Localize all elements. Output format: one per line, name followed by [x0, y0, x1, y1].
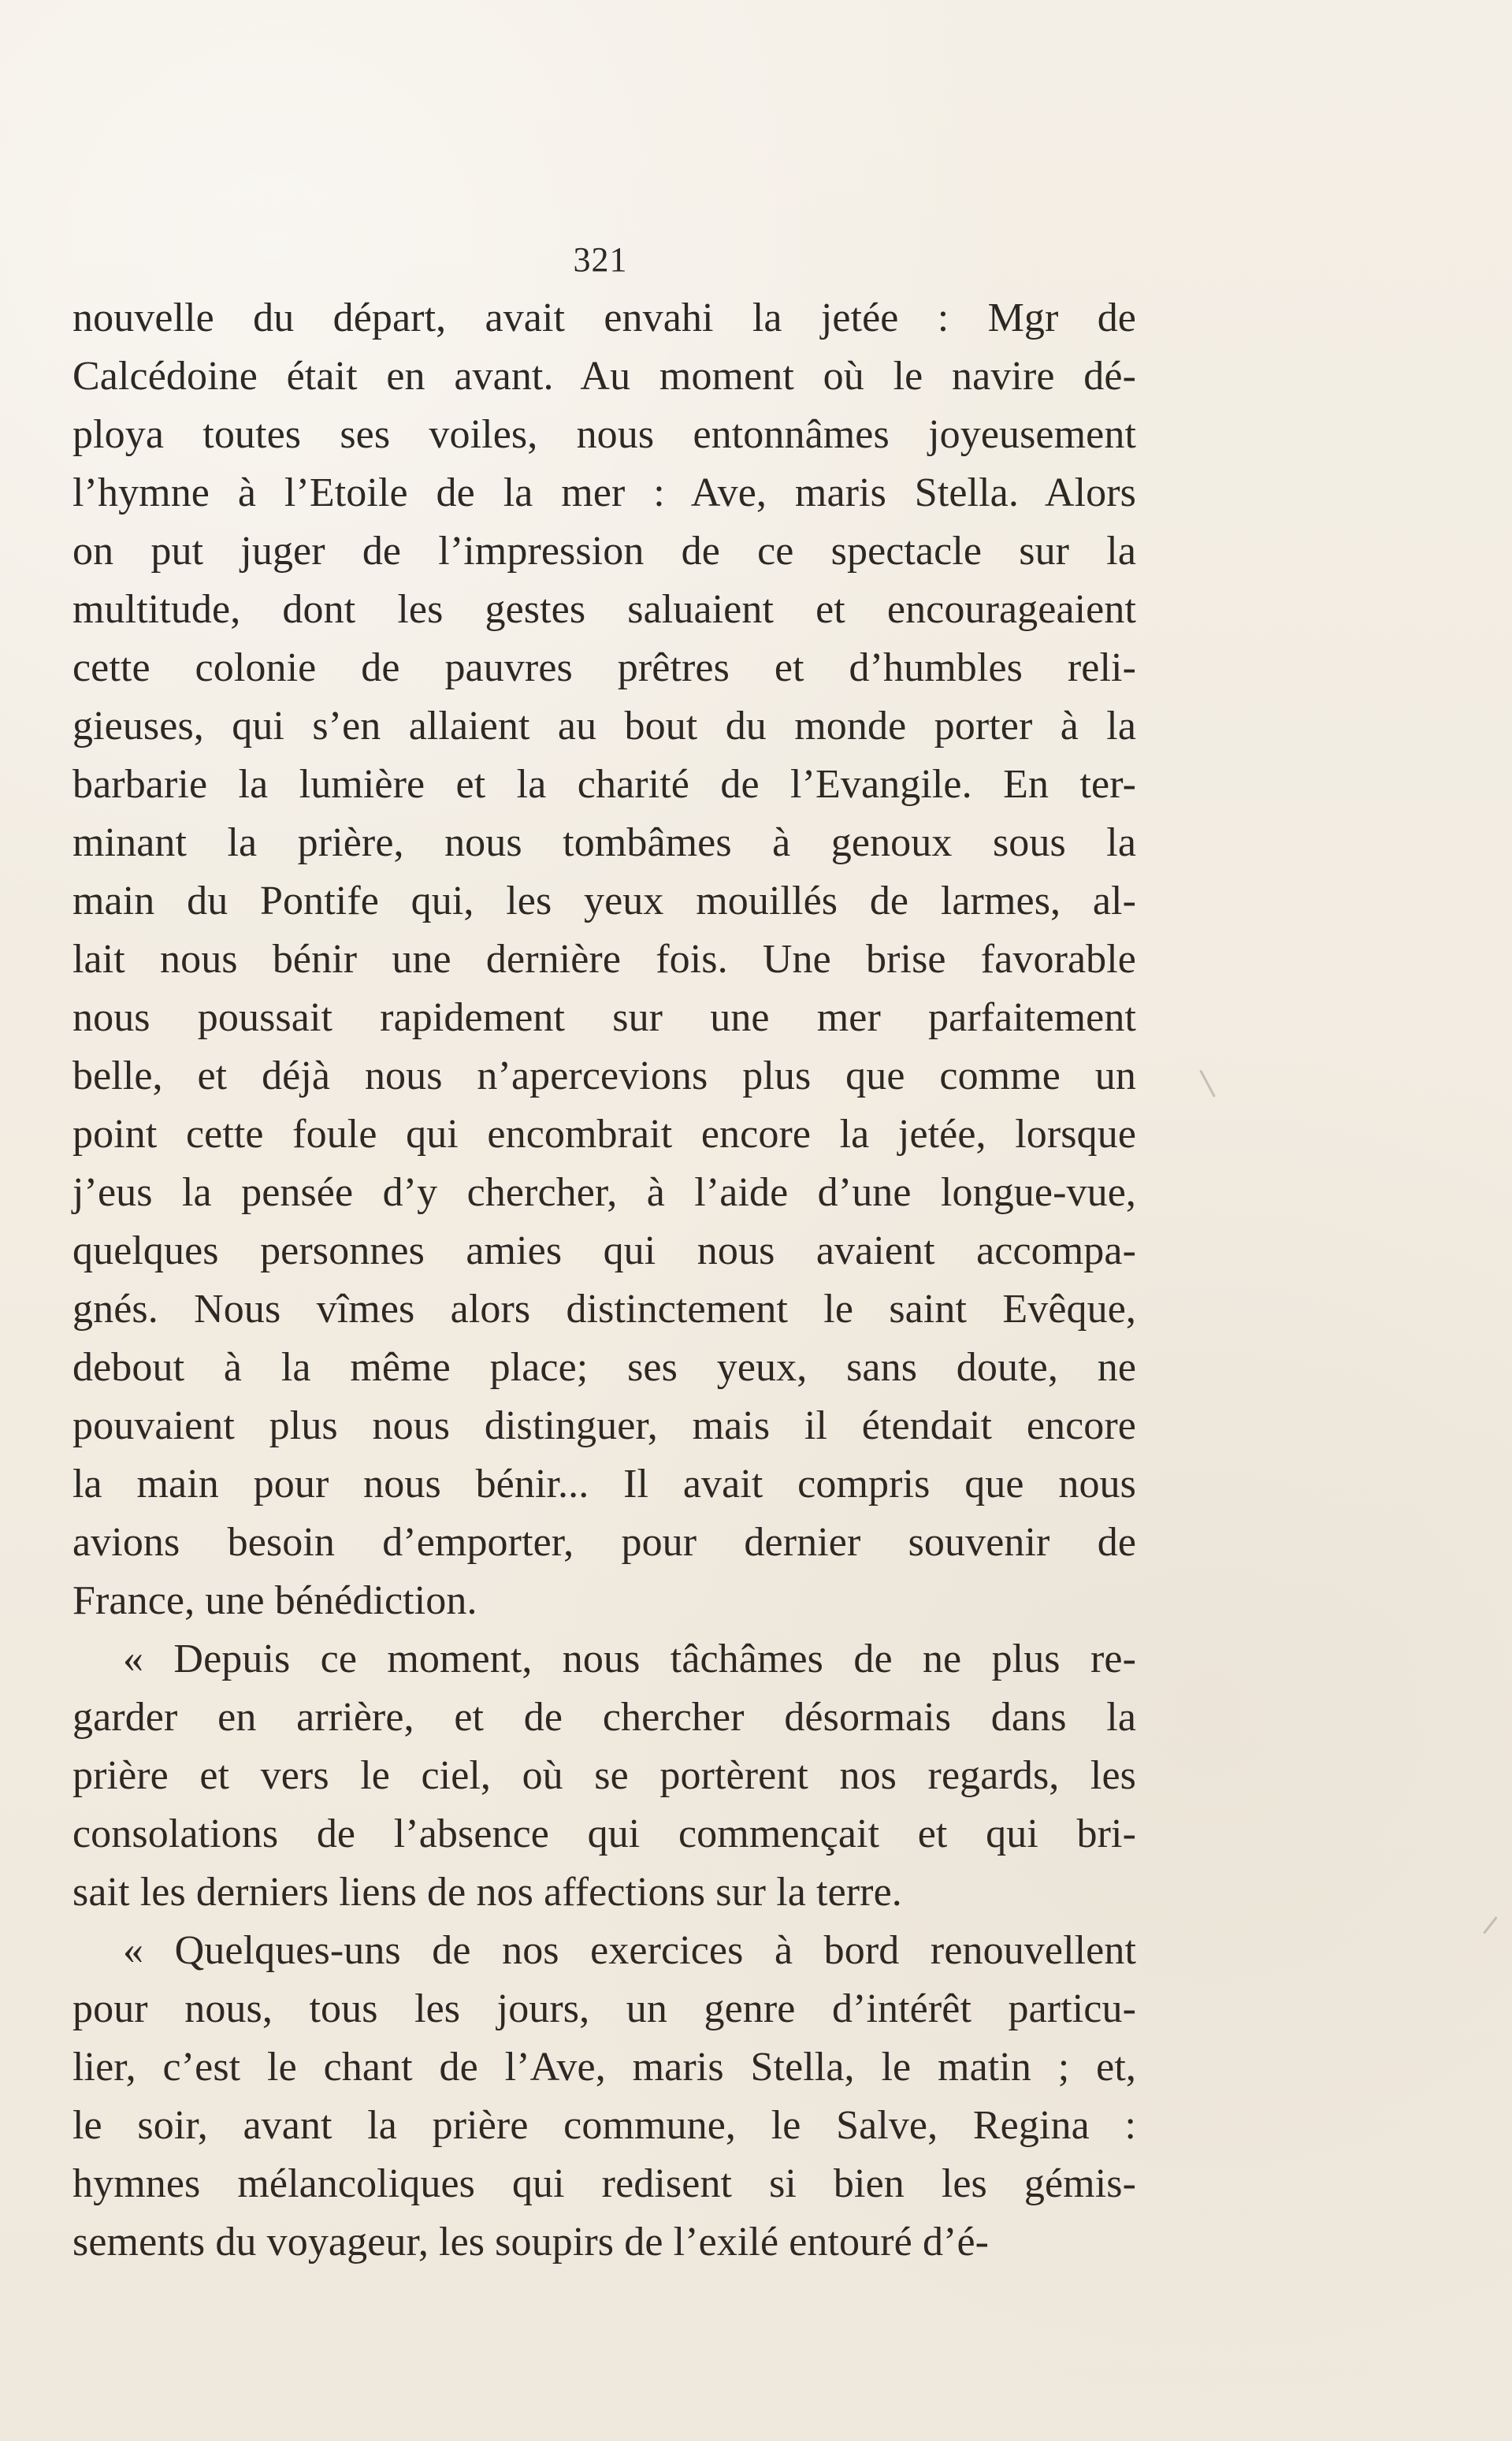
text-line: ploya toutes ses voiles, nous entonnâmes joyeusement: [72, 412, 1136, 457]
text-line: prière et vers le ciel, où se portèrent nos regards, les: [72, 1753, 1136, 1798]
text-line: la main pour nous bénir... Il avait compris que nous: [72, 1462, 1136, 1507]
text-line: le soir, avant la prière commune, le Salve, Regina :: [72, 2103, 1136, 2148]
text-line: belle, et déjà nous n’apercevions plus que comme un: [72, 1053, 1136, 1098]
text-line: gnés. Nous vîmes alors distinctement le saint Evêque,: [72, 1287, 1136, 1332]
text-line: « Quelques-uns de nos exercices à bord renouvellent: [123, 1928, 1136, 1973]
paper-mark: [1483, 1916, 1509, 1942]
text-line: debout à la même place; ses yeux, sans doute, ne: [72, 1345, 1136, 1390]
text-line: consolations de l’absence qui commençait et qui bri-: [72, 1811, 1136, 1856]
text-line: pouvaient plus nous distinguer, mais il étendait encore: [72, 1403, 1136, 1448]
text-line: France, une bénédiction.: [72, 1578, 477, 1623]
text-line: Calcédoine était en avant. Au moment où le navire dé-: [72, 354, 1136, 399]
text-line: avions besoin d’emporter, pour dernier souvenir de: [72, 1520, 1136, 1565]
text-line: j’eus la pensée d’y chercher, à l’aide d’une longue-vue,: [72, 1170, 1136, 1215]
text-line: sements du voyageur, les soupirs de l’exilé entouré d’é-: [72, 2220, 990, 2265]
text-line: quelques personnes amies qui nous avaient accompa-: [72, 1228, 1136, 1273]
text-line: barbarie la lumière et la charité de l’Evangile. En ter-: [72, 762, 1136, 807]
text-line: « Depuis ce moment, nous tâchâmes de ne plus re-: [123, 1637, 1136, 1681]
text-line: on put juger de l’impression de ce spectacle sur la: [72, 529, 1136, 574]
paper-mark: [1199, 1063, 1228, 1097]
text-line: nous poussait rapidement sur une mer parfaitement: [72, 995, 1136, 1040]
text-line: lier, c’est le chant de l’Ave, maris Stella, le matin ; et,: [72, 2045, 1136, 2090]
page-number: 321: [573, 240, 628, 279]
text-line: l’hymne à l’Etoile de la mer : Ave, maris Stella. Alors: [72, 470, 1136, 515]
text-line: cette colonie de pauvres prêtres et d’humbles reli-: [72, 645, 1136, 690]
text-line: multitude, dont les gestes saluaient et encourageaient: [72, 587, 1136, 632]
text-line: sait les derniers liens de nos affections sur la terre.: [72, 1870, 902, 1915]
text-line: hymnes mélancoliques qui redisent si bien les gémis-: [72, 2161, 1136, 2206]
text-line: garder en arrière, et de chercher désormais dans la: [72, 1695, 1136, 1740]
body-text: [72, 289, 1136, 2272]
text-line: nouvelle du départ, avait envahi la jetée : Mgr de: [72, 295, 1136, 340]
text-line: main du Pontife qui, les yeux mouillés de larmes, al-: [72, 879, 1136, 923]
text-line: pour nous, tous les jours, un genre d’intérêt particu-: [72, 1986, 1136, 2031]
text-line: lait nous bénir une dernière fois. Une brise favorable: [72, 937, 1136, 982]
text-line: point cette foule qui encombrait encore la jetée, lorsque: [72, 1112, 1136, 1157]
text-line: gieuses, qui s’en allaient au bout du monde porter à la: [72, 704, 1136, 749]
text-line: minant la prière, nous tombâmes à genoux sous la: [72, 820, 1136, 865]
